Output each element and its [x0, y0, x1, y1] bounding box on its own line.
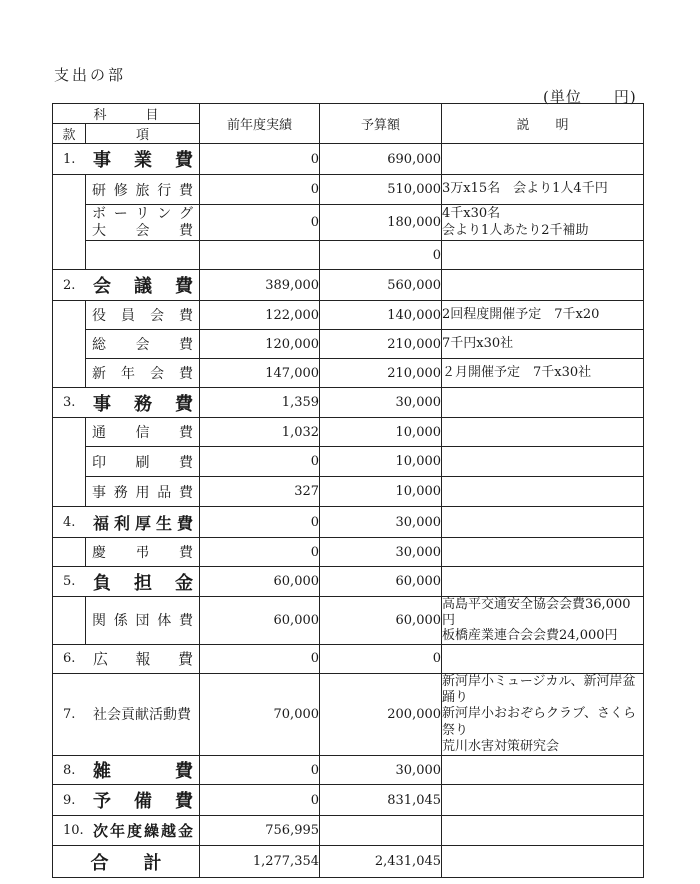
- budget-value: 180,000: [320, 205, 442, 241]
- prev-value: 0: [200, 205, 320, 241]
- description: 新河岸小ミュージカル、新河岸盆踊り 新河岸小おおぞらクラブ、さくら祭り 荒川水害対策研究会: [442, 673, 644, 755]
- budget-value: 200,000: [320, 673, 442, 755]
- description: [442, 538, 644, 567]
- prev-value: 70,000: [200, 673, 320, 755]
- item-label: ボ ー リ ン グ 大 会 費: [86, 205, 200, 241]
- category-label: 8. 雑 費: [53, 756, 200, 785]
- expenditure-table: [52, 103, 644, 878]
- budget-value: 30,000: [320, 388, 442, 418]
- description: [442, 644, 644, 673]
- header-row: [53, 104, 644, 124]
- prev-value: [200, 241, 320, 270]
- prev-value: 0: [200, 644, 320, 673]
- item-label: 研 修 旅 行 費: [86, 175, 200, 205]
- table-row: [53, 418, 644, 447]
- table-row: [53, 447, 644, 477]
- total-row: [53, 846, 644, 878]
- prev-value: 0: [200, 785, 320, 816]
- category-label: 4. 福 利 厚 生 費: [53, 507, 200, 538]
- description: 3万x15名 会より1人4千円: [442, 175, 644, 205]
- table-row: [53, 144, 644, 175]
- description: 2回程度開催予定 7千x20: [442, 301, 644, 330]
- category-name: 負 担 金: [93, 572, 193, 594]
- item-label: 新 年 会 費: [86, 359, 200, 388]
- item-label: 総 会 費: [86, 330, 200, 359]
- total-label: 合 計: [53, 846, 200, 878]
- budget-value: [320, 816, 442, 846]
- total-description: [442, 846, 644, 878]
- budget-value: 10,000: [320, 418, 442, 447]
- description: [442, 567, 644, 597]
- header-budget: 予算額: [320, 104, 442, 144]
- category-name: 福 利 厚 生 費: [93, 513, 194, 533]
- category-name: 広 報 費: [93, 650, 194, 669]
- category-name: 事 業 費: [93, 150, 193, 171]
- item-label: 印 刷 費: [86, 447, 200, 477]
- budget-value: 690,000: [320, 144, 442, 175]
- description: [442, 144, 644, 175]
- table-row: [53, 205, 644, 241]
- item-label: 関 係 団 体 費: [86, 597, 200, 645]
- category-name: 会 議 費: [93, 276, 193, 297]
- description: [442, 816, 644, 846]
- prev-value: 0: [200, 447, 320, 477]
- budget-value: 30,000: [320, 507, 442, 538]
- category-label: 2. 会 議 費: [53, 270, 200, 301]
- table-row: [53, 507, 644, 538]
- budget-value: 10,000: [320, 447, 442, 477]
- description: 7千円x30社: [442, 330, 644, 359]
- prev-value: 60,000: [200, 597, 320, 645]
- category-label: 1. 事 業 費: [53, 144, 200, 175]
- total-prev-value: 1,277,354: [200, 846, 320, 878]
- description: [442, 507, 644, 538]
- category-name: 雑 費: [93, 761, 194, 783]
- description: [442, 447, 644, 477]
- category-name: 予 備 費: [93, 791, 193, 813]
- budget-value: 140,000: [320, 301, 442, 330]
- category-label: 3. 事 務 費: [53, 388, 200, 418]
- description: [442, 388, 644, 418]
- prev-value: 389,000: [200, 270, 320, 301]
- category-label: 6. 広 報 費: [53, 644, 200, 673]
- category-name: 社会貢献活動費: [93, 707, 191, 724]
- budget-value: 60,000: [320, 597, 442, 645]
- total-budget-value: 2,431,045: [320, 846, 442, 878]
- item-label: 事 務 用 品 費: [86, 477, 200, 507]
- budget-value: 60,000: [320, 567, 442, 597]
- category-label: 9. 予 備 費: [53, 785, 200, 816]
- budget-value: 0: [320, 241, 442, 270]
- budget-value: 831,045: [320, 785, 442, 816]
- prev-value: 756,995: [200, 816, 320, 846]
- table-row: [53, 241, 644, 270]
- prev-value: 0: [200, 507, 320, 538]
- budget-value: 210,000: [320, 330, 442, 359]
- category-name: 次 年 度 繰 越 金: [93, 822, 194, 841]
- description: 4千x30名 会より1人あたり2千補助: [442, 205, 644, 241]
- table-row: [53, 270, 644, 301]
- header-kou: 項: [86, 124, 200, 144]
- description: [442, 270, 644, 301]
- prev-value: 147,000: [200, 359, 320, 388]
- description: [442, 785, 644, 816]
- prev-value: 0: [200, 756, 320, 785]
- budget-value: 210,000: [320, 359, 442, 388]
- description: 高島平交通安全協会会費36,000円 板橋産業連合会会費24,000円: [442, 597, 644, 645]
- unit-label: (単位 円): [543, 88, 637, 106]
- prev-value: 120,000: [200, 330, 320, 359]
- table-row: [53, 388, 644, 418]
- table-row: [53, 756, 644, 785]
- category-label: 7. 社会貢献活動費: [53, 673, 200, 755]
- category-label: 10. 次 年 度 繰 越 金: [53, 816, 200, 846]
- table-row: [53, 477, 644, 507]
- budget-value: 0: [320, 644, 442, 673]
- table-row: [53, 175, 644, 205]
- table-row: [53, 597, 644, 645]
- table-row: [53, 538, 644, 567]
- header-kamoku: 科 目: [53, 104, 200, 124]
- budget-value: 510,000: [320, 175, 442, 205]
- header-prev-results: 前年度実績: [200, 104, 320, 144]
- table-row: [53, 359, 644, 388]
- table-row: [53, 673, 644, 755]
- table-row: [53, 567, 644, 597]
- budget-value: 30,000: [320, 538, 442, 567]
- item-label: 通 信 費: [86, 418, 200, 447]
- header-kan: 款: [53, 124, 86, 144]
- prev-value: 0: [200, 175, 320, 205]
- item-label: 役 員 会 費: [86, 301, 200, 330]
- table-row: [53, 644, 644, 673]
- prev-value: 1,032: [200, 418, 320, 447]
- prev-value: 0: [200, 538, 320, 567]
- prev-value: 327: [200, 477, 320, 507]
- item-label: 慶 弔 費: [86, 538, 200, 567]
- category-label: 5. 負 担 金: [53, 567, 200, 597]
- prev-value: 0: [200, 144, 320, 175]
- item-label: [86, 241, 200, 270]
- category-name: 事 務 費: [93, 393, 193, 415]
- budget-value: 30,000: [320, 756, 442, 785]
- description: [442, 418, 644, 447]
- description: [442, 477, 644, 507]
- prev-value: 1,359: [200, 388, 320, 418]
- description: [442, 756, 644, 785]
- section-title: 支出の部: [54, 66, 127, 84]
- prev-value: 60,000: [200, 567, 320, 597]
- table-row: [53, 785, 644, 816]
- budget-value: 10,000: [320, 477, 442, 507]
- table-row: [53, 301, 644, 330]
- header-description: 説 明: [442, 104, 644, 144]
- budget-value: 560,000: [320, 270, 442, 301]
- description: ２月開催予定 7千x30社: [442, 359, 644, 388]
- description: [442, 241, 644, 270]
- table-row: [53, 816, 644, 846]
- table-row: [53, 330, 644, 359]
- prev-value: 122,000: [200, 301, 320, 330]
